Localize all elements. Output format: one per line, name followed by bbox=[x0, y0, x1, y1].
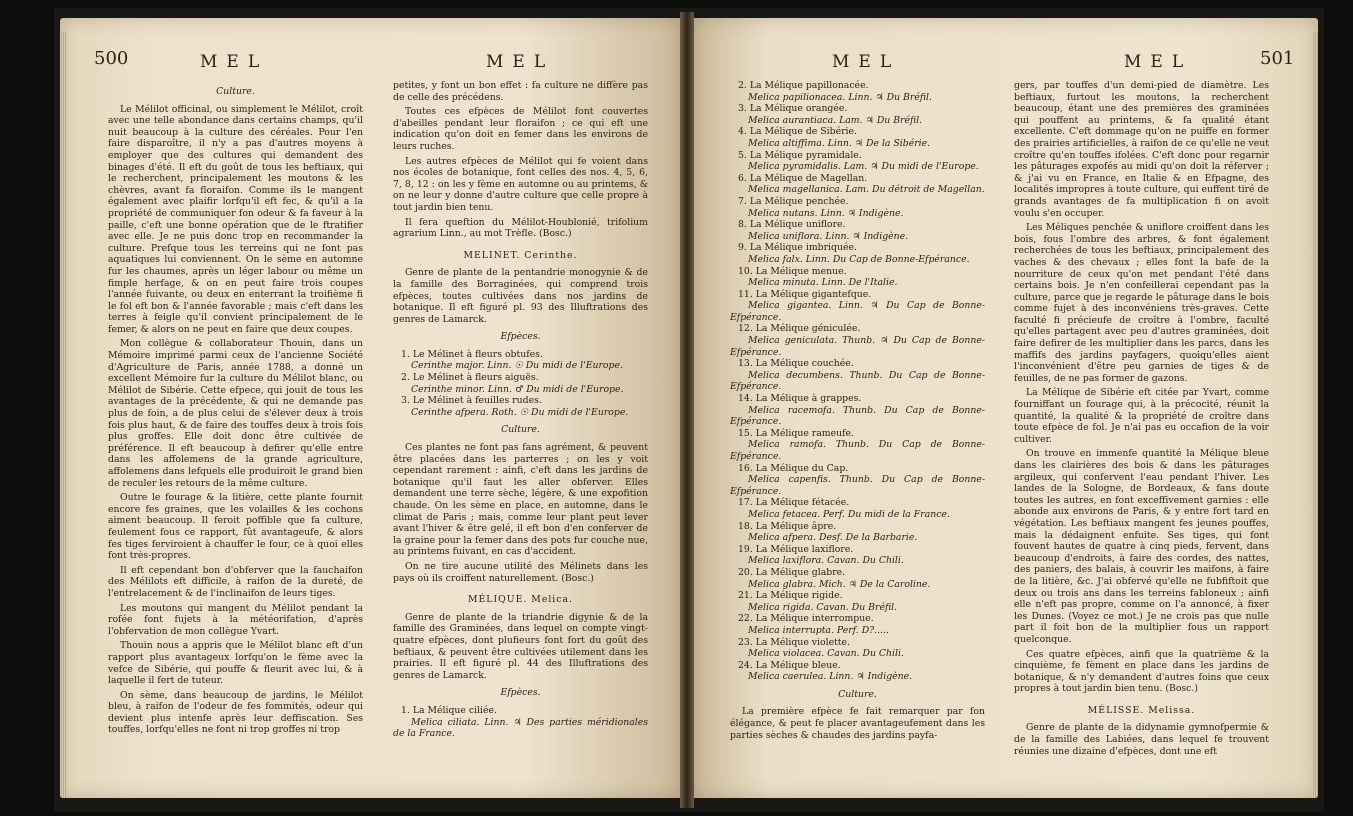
species-entry: 3. La Mélique orangée. bbox=[738, 103, 848, 115]
paragraph: Outre le fourage & la litière, cette plante fournit encore fes graines, que les volailles & les cochons aiment beaucoup. Il feroit poffible que fa culture, feulement fous ce rapport, fût avantageufe, & alors fes tiges ferviroient à chauffer le four, ce à quoi elles font très-propres. bbox=[108, 492, 363, 562]
species-entry: 21. La Mélique rigide. bbox=[738, 590, 843, 602]
species-binomial: Melica geniculata. Thunb. ♃ Du Cap de Bonne-Efpérance. bbox=[730, 335, 985, 358]
species-entry: 4. La Mélique de Sibérie. bbox=[738, 126, 857, 138]
paragraph: Toutes ces efpèces de Mélilot font couvertes d'abeilles pendant leur floraifon ; ce qui eft une indication qu'on doit en femer dans les environs de leurs ruches. bbox=[393, 106, 648, 152]
species-binomial: Melica ciliata. Linn. ♃ Des parties méridionales de la France. bbox=[393, 716, 648, 740]
species-binomial: Melica gigantea. Linn. ♃ Du Cap de Bonne-Efpérance. bbox=[730, 300, 985, 323]
species-binomial: Melica aurantiaca. Lam. ♃ Du Bréfil. bbox=[748, 114, 923, 126]
paragraph: Les moutons qui mangent du Mélilot pendant la rofée font fujets à la météorifation, d'après l'obfervation de mon collègue Yvart. bbox=[108, 602, 363, 637]
page-edge-right bbox=[1312, 32, 1318, 798]
paragraph: Il fera queftion du Mélilot-Houblonié, trifolium agrarium Linn., au mot Trèfle. (Bosc.) bbox=[393, 216, 648, 240]
section-heading: Culture. bbox=[838, 688, 877, 700]
running-head-right-col2: MEL bbox=[1124, 52, 1193, 72]
species-binomial: Melica interrupta. Perf. D?..... bbox=[748, 624, 889, 636]
page-number-left: 500 bbox=[94, 48, 129, 69]
species-entry: 1. La Mélique ciliée. bbox=[401, 704, 497, 716]
paragraph-continued: gers, par touffes d'un demi-pied de diamètre. Les beftiaux, furtout les moutons, la recherchent beaucoup, étant une des premières des graminées qui pouffent au printems, & fa qualité étant excellente. C'eft dommage qu'on ne puiffe en former des prairies artificielles, à raifon de ce qu'elle ne veut croître qu'en touffes ifolées. C'eft donc pour regarnir les pâturages expofés au midi qu'on doit la réferver ; & j'ai vu en France, en Italie & en Efpagne, des localités impropres à toute culture, qui euffent tiré de grands avantages de fa multiplication fi on avoit voulu s'en occuper. bbox=[1014, 80, 1269, 219]
species-entry: 12. La Mélique géniculée. bbox=[738, 323, 861, 335]
paragraph: Thouin nous a appris que le Mélilot blanc eft d'un rapport plus avantageux lorfqu'on le fème avec la vefce de Sibérie, qui pouffe & fleurit avec lui, & à laquelle il fert de tuteur. bbox=[108, 640, 363, 687]
entry-heading: MÉLIQUE. Melica. bbox=[468, 594, 573, 606]
species-binomial: Melica pyramidalis. Lam. ♃ Du midi de l'Europe. bbox=[748, 161, 979, 173]
entry-heading: MÉLISSE. Melissa. bbox=[1087, 704, 1196, 716]
running-head-left-col1: MEL bbox=[200, 52, 269, 72]
species-entry: 23. La Mélique violette. bbox=[738, 636, 851, 648]
species-entry: 13. La Mélique couchée. bbox=[738, 358, 854, 370]
species-entry: 3. Le Mélinet à feuilles rudes. bbox=[401, 395, 542, 407]
open-book bbox=[54, 8, 1324, 812]
running-head-left-col2: MEL bbox=[486, 52, 555, 72]
species-entry: 11. La Mélique gigantefque. bbox=[738, 288, 872, 300]
species-entry: 24. La Mélique bleue. bbox=[738, 659, 841, 671]
page-number-right: 501 bbox=[1260, 48, 1295, 69]
page-edge-left bbox=[60, 32, 66, 798]
species-entry: 10. La Mélique menue. bbox=[738, 265, 847, 277]
species-binomial: Melica nutans. Linn. ♃ Indigène. bbox=[748, 207, 904, 219]
species-binomial: Cerinthe major. Linn. ☉ Du midi de l'Europe. bbox=[411, 360, 623, 372]
paragraph: La première efpèce fe fait remarquer par fon élégance, & peut fe placer avantageufement dans les parties sèches & chaudes des jardins payfa- bbox=[730, 706, 985, 741]
left-page bbox=[60, 18, 680, 798]
species-binomial: Melica rigida. Cavan. Du Bréfil. bbox=[748, 601, 898, 613]
running-head-right-col1: MEL bbox=[832, 52, 901, 72]
species-binomial: Melica uniflora. Linn. ♃ Indigène. bbox=[748, 230, 909, 242]
species-binomial: Cerinthe afpera. Roth. ☉ Du midi de l'Europe. bbox=[411, 406, 629, 418]
right-page-column-2 bbox=[1014, 80, 1269, 760]
paragraph: Genre de plante de la didynamie gymnofpermie & de la famille des Labiées, dans lequel fe trouvent réunies une dizaine d'efpèces, dont une eft bbox=[1014, 722, 1269, 757]
section-heading: Culture. bbox=[216, 86, 255, 97]
paragraph: Ces plantes ne font pas fans agrément, & peuvent être placées dans les parterres ; on les y voit cependant rarement : ainfi, c'eft dans les jardins de botanique qu'il faut les aller obferver. Elles demandent une terre sèche, légère, & une expofition chaude. On les sème en place, en automne, dans le climat de Paris ; mais, comme leur plant peut lever avant l'hiver & être gelé, il eft bon d'en conferver de la graine pour la femer dans des pots fur couche nue, au printems fuivant, en cas d'accident. bbox=[393, 442, 648, 558]
paragraph: Il eft cependant bon d'obferver que la fauchaifon des Mélilots eft difficile, à raifon de la dureté, de l'entrelacement & de l'inclinaifon de leurs tiges. bbox=[108, 564, 363, 599]
species-entry: 14. La Mélique à grappes. bbox=[738, 393, 862, 405]
species-entry: 5. La Mélique pyramidale. bbox=[738, 149, 862, 161]
species-entry: 16. La Mélique du Cap. bbox=[738, 462, 849, 474]
species-entry: 15. La Mélique rameufe. bbox=[738, 427, 854, 439]
species-binomial: Melica papilionacea. Linn. ♃ Du Bréfil. bbox=[748, 91, 932, 103]
species-binomial: Melica minuta. Linn. De l'Italie. bbox=[748, 277, 898, 289]
paragraph: La Mélique de Sibérie eft citée par Yvart, comme fourniffant un fourage qui, à la précocité, réunit la quantité, la qualité & la propriété de croître dans toute efpèce de fol. Je n'ai pas eu occafion de la voir cultiver. bbox=[1014, 387, 1269, 445]
section-heading: Efpèces. bbox=[500, 331, 541, 343]
paragraph: Genre de plante de la triandrie digynie & de la famille des Graminées, dans lequel on compte vingt-quatre efpèces, dont plufieurs font fort du goût des beftiaux, & peuvent être cultivées utilement dans les prairies. Il eft figuré pl. 44 des Illuftrations des genres de Lamarck. bbox=[393, 611, 648, 681]
left-page-column-2 bbox=[393, 80, 648, 740]
species-entry: 17. La Mélique fétacée. bbox=[738, 497, 850, 509]
book-gutter bbox=[680, 12, 694, 808]
paragraph: Ces quatre efpèces, ainfi que la quatrième & la cinquième, fe fèment en place dans les jardins de botanique, & n'y demandent d'autres foins que ceux propres à tout jardin bien tenu. (Bosc.) bbox=[1014, 648, 1269, 695]
species-entry: 8. La Mélique uniflore. bbox=[738, 219, 846, 231]
species-binomial: Cerinthe minor. Linn. ♂ Du midi de l'Europe. bbox=[411, 383, 624, 395]
species-entry: 20. La Mélique glabre. bbox=[738, 566, 846, 578]
species-binomial: Melica magellanica. Lam. Du détroit de Magellan. bbox=[748, 184, 985, 196]
species-binomial: Melica laxiflora. Cavan. Du Chili. bbox=[748, 555, 904, 567]
species-entry: 1. Le Mélinet à fleurs obtufes. bbox=[401, 348, 543, 360]
species-binomial: Melica caerulea. Linn. ♃ Indigène. bbox=[748, 671, 913, 683]
species-entry: 2. La Mélique papillonacée. bbox=[738, 80, 869, 91]
species-entry: 7. La Mélique penchée. bbox=[738, 195, 849, 207]
paragraph: Genre de plante de la pentandrie monogynie & de la famille des Borraginées, qui comprend trois efpèces, toutes cultivées dans nos jardins de botanique. Il eft figuré pl. 93 des Illuftrations des genres de Lamarck. bbox=[393, 267, 648, 325]
species-binomial: Melica glabra. Mich. ♃ De la Caroline. bbox=[748, 578, 931, 590]
paragraph-continued: petites, y font un bon effet : fa culture ne diffère pas de celle des précédens. bbox=[393, 80, 648, 103]
species-binomial: Melica capenfis. Thunb. Du Cap de Bonne-Efpérance. bbox=[730, 474, 985, 497]
species-binomial: Melica decumbens. Thunb. Du Cap de Bonne-Efpérance. bbox=[730, 369, 985, 393]
species-entry: 22. La Mélique interrompue. bbox=[738, 613, 874, 625]
paragraph: On ne tire aucune utilité des Mélinets dans les pays où ils croiffent naturellement. (Bosc.) bbox=[393, 560, 648, 584]
paragraph: Le Mélilot officinal, ou simplement le Mélilot, croît avec une telle abondance dans certains champs, qu'il nuit beaucoup à la culture des céréales. Pour l'en faire disparoître, il n'y a pas d'autres moyens à employer que des cultures qui demandent des binages d'été. Il eft du goût de tous les beftiaux, qui le recherchent, principalement les moutons & les chèvres, avant fa floraifon. Comme ils le mangent également avec plaifir lorfqu'il eft fec, & qu'il a la propriété de communiquer fon odeur & fa faveur à la paille, c'eft une bonne opération que de le ftratifier avec elle. Je ne puis donc trop en recommander la culture. Prefque tous les terreins qui ne font pas aquatiques lui conviennent. On le sème en automne fur les chaumes, après un léger labour ou même un fimple herfage, & on en peut faire trois coupes l'année fuivante, ou deux en enterrant la troifième fi le fol eft bon & l'année favorable ; mais c'eft dans les terres à feigle qu'il convient principalement de le femer, & alors on ne peut en faire que deux coupes. bbox=[108, 103, 363, 335]
section-heading: Efpèces. bbox=[500, 687, 541, 699]
paragraph: On trouve en immenfe quantité la Mélique bleue dans les clairières des bois & dans les pâturages argileux, qui confervent l'eau pendant l'hiver. Les landes de la Sologne, de Bordeaux, & fans doute toutes les autres, en font exceffivement garnies : elle abonde aux environs de Paris, & y entre fort tard en végétation. Les beftiaux mangent fes jeunes pouffes, mais la dédaignent enfuite. Ses tiges, qui font fouvent hautes de quatre à cinq pieds, fervent, dans beaucoup d'endroits, à faire des cordes, des nattes, des paniers, des balais, à couvrir les maifons, à faire de la litière, &c. J'ai obfervé qu'elle ne fubfiftoit que deux ou trois ans dans les terreins fabloneux ; ainfi elle n'eft pas propre, comme on l'a annoncé, à fixer les Dunes. (Voyez ce mot.) Je ne crois pas que nulle part il foit bon de la multiplier fous un rapport quelconque. bbox=[1014, 448, 1269, 645]
species-entry: 6. La Mélique de Magellan. bbox=[738, 172, 868, 184]
paragraph: Mon collègue & collaborateur Thouin, dans un Mémoire imprimé parmi ceux de l'ancienne Société d'Agriculture de Paris, année 1788, a donné un excellent Mémoire fur la culture du Mélilot blanc, ou Mélilot de Sibérie. Cette efpece, qui jouit de tous les avantages de la précédente, & qui ne demande pas plus de foin, a de plus celui de s'élever deux à trois fois plus haut, & de faire des touffes deux à trois fois plus groffes. Elle doit donc être cultivée de préférence. Il eft beaucoup à defirer qu'elle entre dans les affolemens de la grande agriculture, affolemens dans lefquels elle produiroit le grand bien de reculer les retours de la même culture. bbox=[108, 338, 363, 489]
section-heading: Culture. bbox=[501, 424, 540, 436]
species-binomial: Melica ramofa. Thunb. Du Cap de Bonne-Efpérance. bbox=[730, 439, 985, 462]
species-entry: 19. La Mélique laxiflore. bbox=[738, 543, 854, 555]
species-entry: 18. La Mélique âpre. bbox=[738, 520, 837, 532]
right-page-column-1 bbox=[730, 80, 985, 744]
left-page-column-1 bbox=[108, 80, 363, 739]
paragraph: Les autres efpèces de Mélilot qui fe voient dans nos écoles de botanique, font celles des nos. 4, 5, 6, 7, 8, 12 : on les y fème en automne ou au printems, & on ne leur y donne d'autre culture que celle propre à tout jardin bien tenu. bbox=[393, 155, 648, 213]
species-entry: 9. La Mélique imbriquée. bbox=[738, 242, 857, 254]
species-binomial: Melica fetacea. Perf. Du midi de la France. bbox=[748, 508, 950, 520]
species-binomial: Melica falx. Linn. Du Cap de Bonne-Efpérance. bbox=[748, 253, 970, 265]
right-page bbox=[694, 18, 1318, 798]
paragraph: Les Méliques penchée & uniflore croiffent dans les bois, fous l'ombre des arbres, & font également recherchées de tous les beftiaux, principalement des vaches & des chevaux ; elles font la bafe de la nourriture de ceux qu'on met pendant l'été dans certains bois. Je n'en confeillerai cependant pas la culture, parce que je regarde le pâturage dans le bois comme fujet à des inconvéniens très-graves. Cette faculté fi précieufe de croître à l'ombre, faculté qu'elles partagent avec peu d'autres graminées, doit faire defirer de les multiplier dans les parcs, dans les maffifs des jardins payfagers, quoiqu'elles aient l'inconvénient d'être peu garnies de tiges & de feuilles, de ne pas former de gazons. bbox=[1014, 222, 1269, 384]
paragraph: On sème, dans beaucoup de jardins, le Mélilot bleu, à raifon de l'odeur de fes fommités, odeur qui devient plus intenfe après leur deffiscation. Ses touffes, lorfqu'elles ne font ni trop groffes ni trop bbox=[108, 689, 363, 736]
species-binomial: Melica violacea. Cavan. Du Chili. bbox=[748, 648, 904, 660]
species-binomial: Melica racemofa. Thunb. Du Cap de Bonne-Efpérance. bbox=[730, 404, 985, 428]
species-binomial: Melica altiffima. Linn. ♃ De la Sibérie. bbox=[748, 137, 931, 149]
species-entry: 2. Le Mélinet à fleurs aiguës. bbox=[401, 372, 539, 384]
entry-heading: MELINET. Cerinthe. bbox=[463, 249, 578, 261]
species-binomial: Melica afpera. Desf. De la Barbarie. bbox=[748, 532, 918, 544]
